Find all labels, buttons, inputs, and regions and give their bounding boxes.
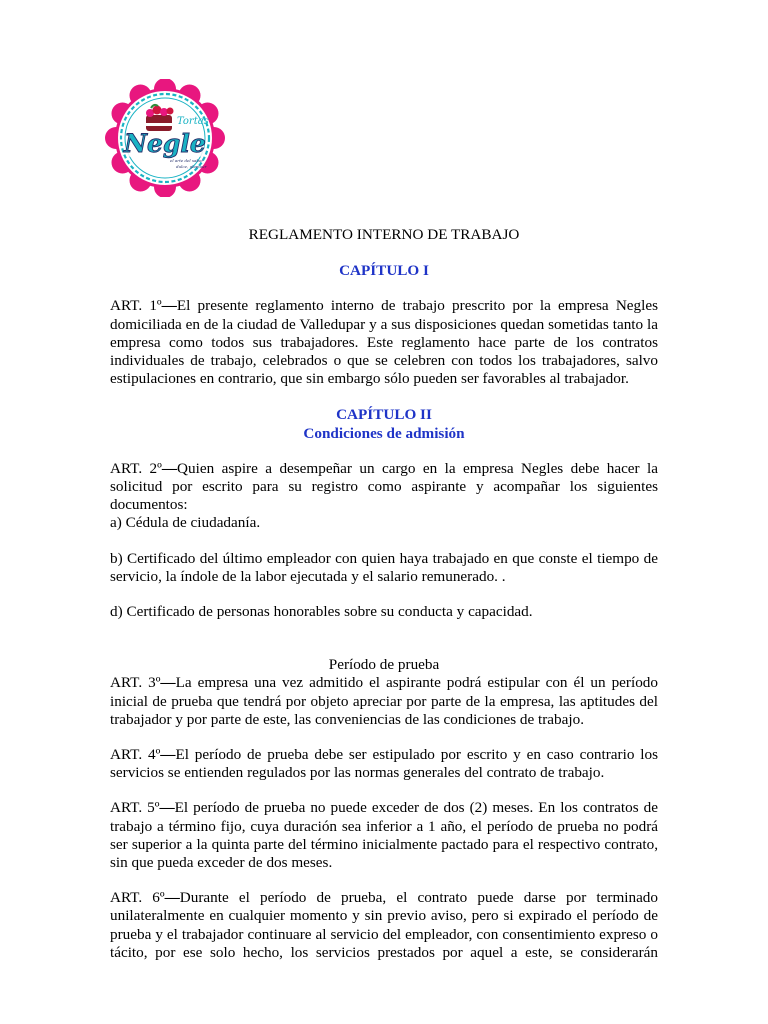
- trial-period-heading: Período de prueba: [328, 656, 440, 674]
- article-6-text: Durante el período de prueba, el contrato puede darse por terminado unilateralmente en cualquier momento y sin previo aviso, pero si expirado el período de prueba y el trabajador continuare al servicio del empleador, con consentimiento expreso o tácito, por ese solo hecho, los servicios prestados por aquel a este, se considerarán: [110, 889, 658, 961]
- article-1: [110, 297, 658, 388]
- article-5: [110, 799, 658, 872]
- article-2-label: ART. 2º: [110, 459, 162, 477]
- article-4: [110, 746, 658, 782]
- document-body: [110, 226, 658, 962]
- article-2-text: Quien aspire a desempeñar un cargo en la empresa Negles debe hacer la solicitud por escrito para su registro como aspirante y acompañar los siguientes documentos:: [110, 459, 658, 514]
- chapter-2-heading: CAPÍTULO II: [336, 406, 432, 424]
- tortas-negle-logo: [104, 79, 226, 197]
- chapter-1-heading: CAPÍTULO I: [339, 262, 429, 280]
- article-3-dash: —: [160, 674, 176, 692]
- logo-tagline-1: el arte del sabor: [170, 158, 204, 163]
- article-5-dash: —: [159, 799, 175, 817]
- logo-tagline-2: dulce, glamour: [176, 164, 207, 169]
- article-6-dash: —: [164, 889, 180, 907]
- logo-brand-top: Tortas: [177, 116, 209, 127]
- chapter-2-subtitle: Condiciones de admisión: [303, 424, 465, 442]
- requirement-d: d) Certificado de personas honorables sobre su conducta y capacidad.: [110, 603, 533, 621]
- requirement-b: b) Certificado del último empleador con quien haya trabajado en que conste el tiempo de servicio, la índole de la labor ejecutada y el salario remunerado. .: [110, 549, 658, 585]
- article-1-text: El presente reglamento interno de trabajo prescrito por la empresa Negles domiciliada en de la ciudad de Valledupar y a sus disposiciones quedan sometidas tanto la empresa como todos sus trabajadores. Este reglamento hace parte de los contratos individuales de trabajo, celebrados o que se celebren con todos los trabajadores, salvo estipulaciones en contrario, que sin embargo sólo pueden ser favorables al trabajador.: [110, 297, 658, 388]
- article-2: [110, 460, 658, 515]
- article-4-dash: —: [160, 746, 176, 764]
- article-4-label: ART. 4º: [110, 746, 161, 764]
- logo-brand-name: Negle: [124, 129, 206, 158]
- article-5-text: El período de prueba no puede exceder de dos (2) meses. En los contratos de trabajo a término fijo, cuya duración sea inferior a 1 año, el período de prueba no podrá ser superior a la quinta parte del término inicialmente pactado para el respectivo contrato, sin que pueda exceder de dos meses.: [110, 799, 658, 872]
- requirement-a: a) Cédula de ciudadanía.: [110, 514, 261, 532]
- article-6: [110, 889, 658, 962]
- article-3-label: ART. 3º: [110, 674, 161, 692]
- article-4-text: El período de prueba debe ser estipulado por escrito y en caso contrario los servicios se entienden regulados por las normas generales del contrato de trabajo.: [110, 746, 658, 782]
- document-title: REGLAMENTO INTERNO DE TRABAJO: [248, 226, 520, 243]
- article-3-text: La empresa una vez admitido el aspirante podrá estipular con él un período inicial de prueba que tendrá por objeto apreciar por parte de la empresa, las aptitudes del trabajador y por parte de este, las conveniencias de las condiciones de trabajo.: [110, 674, 658, 728]
- article-3: [110, 674, 658, 729]
- article-1-label: ART. 1º: [110, 297, 162, 315]
- article-6-label: ART. 6º: [110, 889, 165, 907]
- article-5-label: ART. 5º: [110, 799, 160, 817]
- article-1-dash: —: [161, 297, 177, 315]
- article-2-dash: —: [161, 459, 178, 477]
